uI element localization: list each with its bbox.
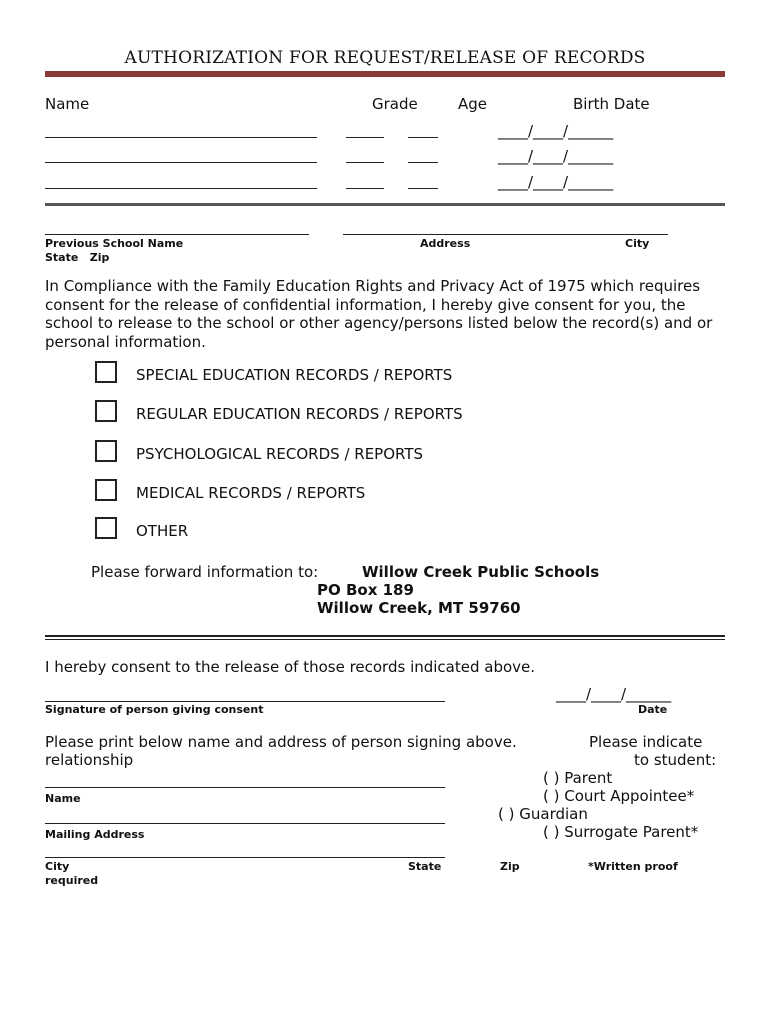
print-instructions: Please print below name and address of person signing above. xyxy=(45,733,517,751)
other-checkbox[interactable] xyxy=(95,517,117,539)
student-age-field[interactable] xyxy=(408,162,438,163)
student-grade-field[interactable] xyxy=(346,188,384,189)
psychological-label: PSYCHOLOGICAL RECORDS / REPORTS xyxy=(136,445,424,463)
title-rule xyxy=(45,71,725,77)
psychological-checkbox[interactable] xyxy=(95,440,117,462)
forward-city-state-zip: Willow Creek, MT 59760 xyxy=(317,599,521,617)
regular-education-label: REGULAR EDUCATION RECORDS / REPORTS xyxy=(136,405,463,423)
student-grade-field[interactable] xyxy=(346,137,384,138)
forward-label: Please forward information to: xyxy=(91,563,319,581)
signer-name-label: Name xyxy=(45,792,81,805)
city-state-zip-field[interactable] xyxy=(45,857,445,858)
written-proof-note: *Written proof xyxy=(588,860,678,873)
previous-school-name-field[interactable] xyxy=(45,234,309,235)
forward-org: Willow Creek Public Schools xyxy=(362,563,600,581)
double-divider xyxy=(45,635,725,640)
name-header: Name xyxy=(45,95,90,113)
compliance-paragraph: In Compliance with the Family Education Rights and Privacy Act of 1975 which requires consent for the release of confidential information, I hereby give consent for you, the school to release to the school or other agency/persons listed below the record(s) and or personal information. xyxy=(45,277,713,351)
court-appointee-option[interactable]: ( ) Court Appointee* xyxy=(543,787,695,805)
special-education-checkbox[interactable] xyxy=(95,361,117,383)
student-age-field[interactable] xyxy=(408,188,438,189)
mailing-address-label: Mailing Address xyxy=(45,828,145,841)
birth-date-field[interactable]: ____/____/______ xyxy=(498,122,614,140)
special-education-label: SPECIAL EDUCATION RECORDS / REPORTS xyxy=(136,366,453,384)
birth-date-field[interactable]: ____/____/______ xyxy=(498,173,614,191)
signature-label: Signature of person giving consent xyxy=(45,703,264,716)
parent-option[interactable]: ( ) Parent xyxy=(543,769,613,787)
student-age-field[interactable] xyxy=(408,137,438,138)
student-grade-field[interactable] xyxy=(346,162,384,163)
regular-education-checkbox[interactable] xyxy=(95,400,117,422)
signer-name-field[interactable] xyxy=(45,787,445,788)
signature-field[interactable] xyxy=(45,701,445,702)
date-label: Date xyxy=(638,703,668,716)
student-name-field[interactable] xyxy=(45,137,317,138)
birth-date-header: Birth Date xyxy=(573,95,650,113)
previous-school-name-label: Previous School Name xyxy=(45,237,184,250)
consent-statement: I hereby consent to the release of those records indicated above. xyxy=(45,658,536,676)
signer-zip-label: Zip xyxy=(500,860,520,873)
student-name-field[interactable] xyxy=(45,188,317,189)
other-label: OTHER xyxy=(136,522,189,540)
to-student-text: to student: xyxy=(634,751,717,769)
mailing-address-field[interactable] xyxy=(45,823,445,824)
student-name-field[interactable] xyxy=(45,162,317,163)
guardian-option[interactable]: ( ) Guardian xyxy=(498,805,588,823)
previous-school-state-zip-label: State Zip xyxy=(45,251,110,264)
required-note: required xyxy=(45,874,99,887)
grade-header: Grade xyxy=(372,95,418,113)
surrogate-parent-option[interactable]: ( ) Surrogate Parent* xyxy=(543,823,699,841)
medical-label: MEDICAL RECORDS / REPORTS xyxy=(136,484,366,502)
forward-po-box: PO Box 189 xyxy=(317,581,414,599)
previous-school-city-label: City xyxy=(625,237,650,250)
signer-state-label: State xyxy=(408,860,442,873)
signer-city-label: City xyxy=(45,860,70,873)
form-title: AUTHORIZATION FOR REQUEST/RELEASE OF RECORDS xyxy=(124,48,646,68)
age-header: Age xyxy=(458,95,488,113)
previous-school-address-field[interactable] xyxy=(343,234,668,235)
indicate-text: Please indicate xyxy=(589,733,703,751)
section-divider xyxy=(45,203,725,206)
birth-date-field[interactable]: ____/____/______ xyxy=(498,147,614,165)
signature-date-field[interactable]: ____/____/______ xyxy=(556,685,672,703)
medical-checkbox[interactable] xyxy=(95,479,117,501)
relationship-word: relationship xyxy=(45,751,134,769)
previous-school-address-label: Address xyxy=(420,237,471,250)
